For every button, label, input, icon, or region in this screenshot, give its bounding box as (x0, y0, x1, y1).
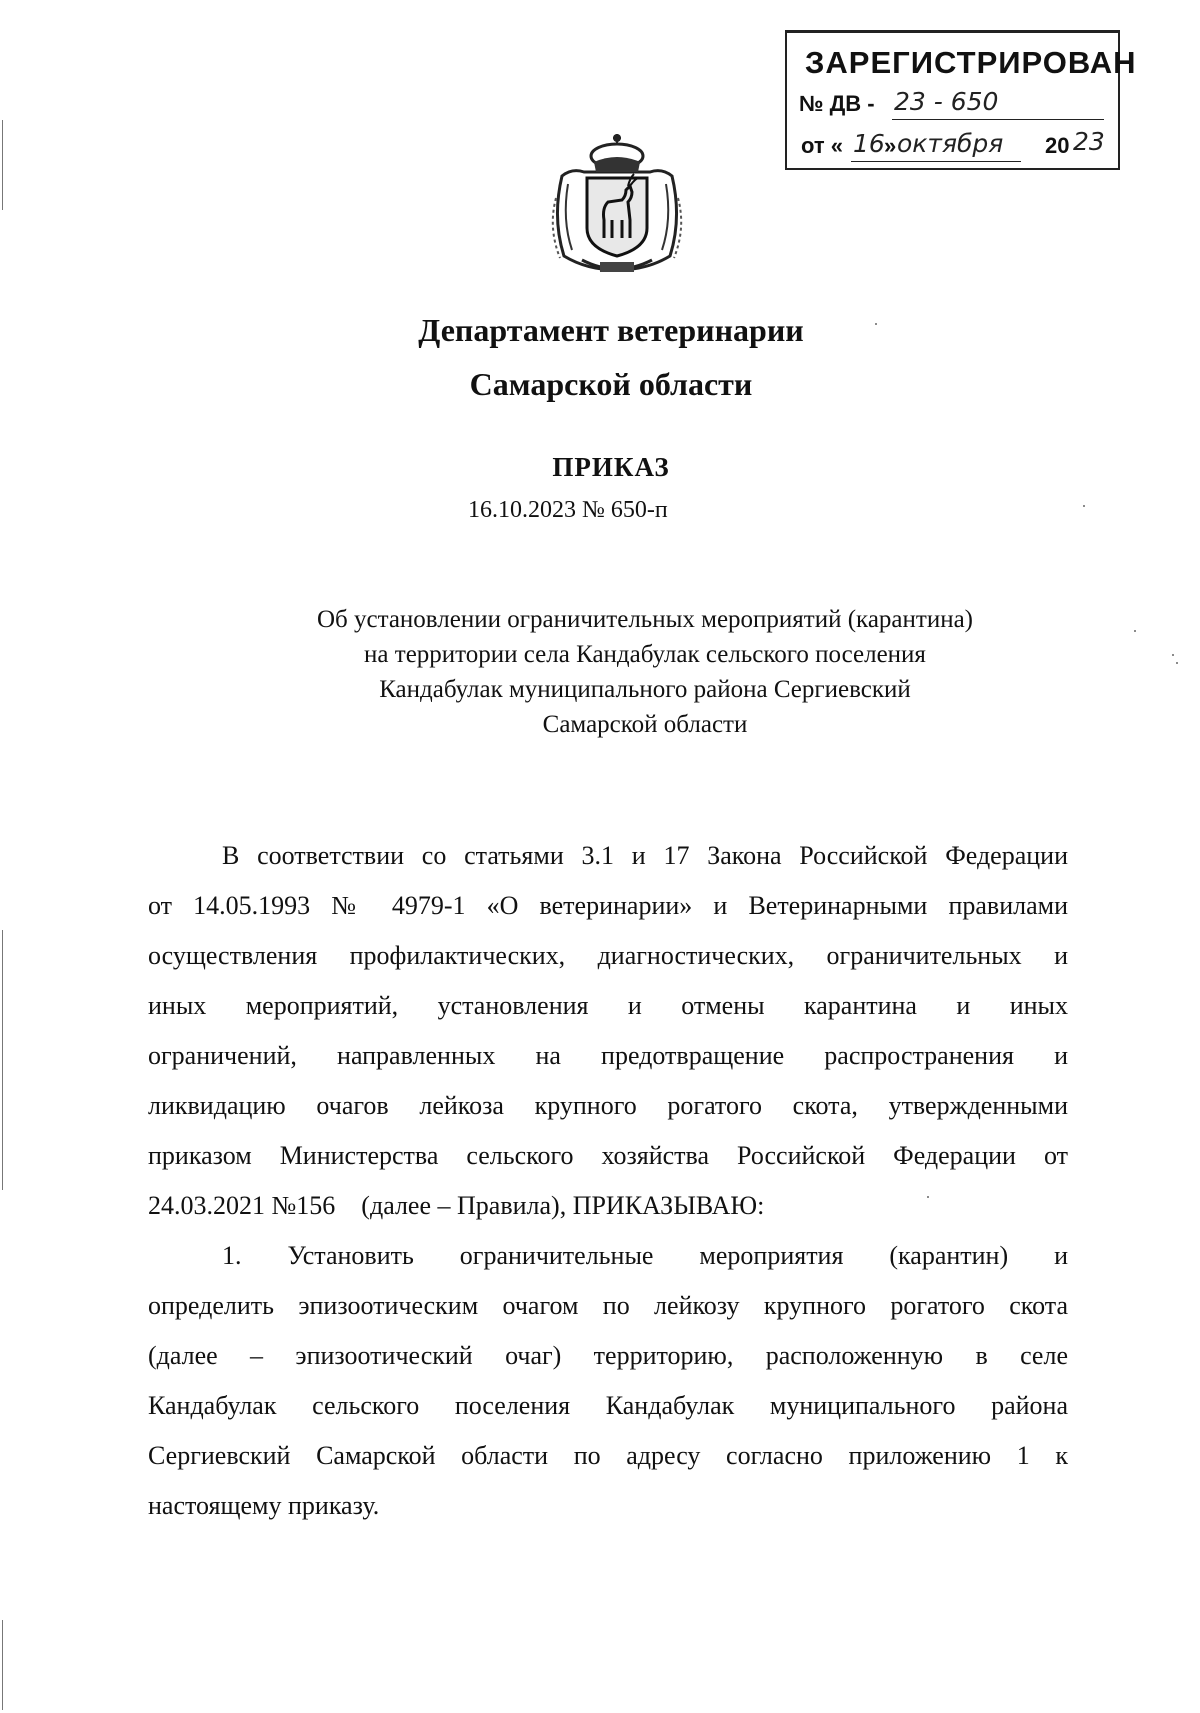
registration-stamp (785, 30, 1137, 170)
scan-edge-line (2, 1620, 3, 1710)
body-line: В соответствии со статьями 3.1 и 17 Закона Российской Федерации (222, 841, 1068, 870)
body-line: приказом Министерства сельского хозяйства Российской Федерации от (148, 1141, 1068, 1170)
body-line: 24.03.2021 №156 (далее – Правила), ПРИКАЗЫВАЮ: (148, 1191, 765, 1220)
stamp-date-year-suffix: 23 (1073, 127, 1105, 156)
body-line: от 14.05.1993 № 4979-1 «О ветеринарии» и Ветеринарными правилами (148, 891, 1068, 920)
scan-speck (1172, 654, 1174, 656)
stamp-date-underline (851, 161, 1021, 162)
stamp-date-prefix: от « (801, 133, 844, 158)
body-line: иных мероприятий, установления и отмены карантина и иных (148, 991, 1068, 1020)
order-body (148, 831, 1068, 1531)
scan-speck (1083, 505, 1085, 507)
samara-coat-of-arms-icon (542, 128, 692, 280)
department-name-line1: Департамент ветеринарии (418, 312, 804, 348)
body-line: (далее – эпизоотический очаг) территорию, расположенную в селе (148, 1341, 1068, 1370)
body-line: Сергиевский Самарской области по адресу согласно приложению 1 к (148, 1441, 1068, 1470)
subject-line: Об установлении ограничительных мероприятий (карантина) (316, 606, 974, 633)
scan-edge-line (2, 120, 3, 210)
stamp-date-year-prefix: 20 (1045, 133, 1070, 158)
body-line: Кандабулак сельского поселения Кандабулак муниципального района (148, 1391, 1068, 1420)
body-line: ограничений, направленных на предотвращение распространения и (148, 1041, 1068, 1070)
paragraph-item-1 (148, 1231, 1068, 1531)
stamp-date-month: октября (897, 129, 1004, 158)
body-line: осуществления профилактических, диагностических, ограничительных и (148, 941, 1068, 970)
order-subject (230, 602, 1060, 742)
subject-line: Самарской области (542, 711, 748, 738)
order-date-number: 16.10.2023 № 650-п (468, 497, 668, 523)
stamp-number-underline (892, 119, 1104, 120)
stamp-number-label: № ДВ - (799, 91, 875, 116)
stamp-date-day: 16 (853, 129, 885, 158)
stamp-date-mid: » (884, 133, 897, 158)
stamp-number-value: 23 - 650 (894, 87, 999, 116)
body-line: определить эпизоотическим очагом по лейкозу крупного рогатого скота (148, 1291, 1068, 1320)
scan-speck (1134, 630, 1136, 632)
body-line: 1. Установить ограничительные мероприятия (карантин) и (222, 1241, 1068, 1270)
subject-line: на территории села Кандабулак сельского поселения (364, 641, 926, 668)
scan-speck (1176, 662, 1178, 664)
department-name-line2: Самарской области (469, 366, 753, 402)
document-type: ПРИКАЗ (552, 452, 670, 482)
body-line: настоящему приказу. (148, 1491, 380, 1520)
body-line: ликвидацию очагов лейкоза крупного рогатого скота, утвержденными (148, 1091, 1068, 1120)
scan-edge-line (2, 930, 3, 1190)
subject-line: Кандабулак муниципального района Сергиевский (379, 676, 911, 703)
paragraph-preamble (148, 831, 1068, 1231)
stamp-title: ЗАРЕГИСТРИРОВАН (805, 45, 1137, 80)
